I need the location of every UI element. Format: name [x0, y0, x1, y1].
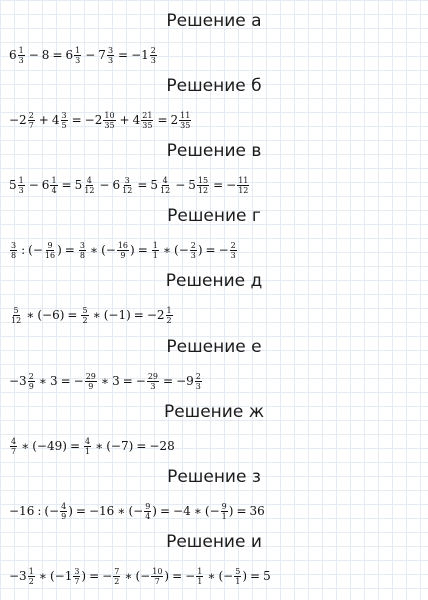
fraction-denominator: 2 — [166, 315, 172, 325]
fraction — [81, 306, 88, 325]
solution-section — [0, 466, 428, 532]
math-term: 5 — [150, 178, 159, 192]
fraction-denominator: 12 — [122, 185, 133, 195]
fraction-numerator: 4 — [85, 436, 91, 446]
math-operator: = — [236, 504, 247, 518]
fraction-denominator: 9 — [88, 381, 94, 391]
math-operator: − — [85, 48, 96, 62]
solution-equation — [9, 237, 238, 263]
fraction — [159, 176, 171, 195]
math-operator: − — [99, 178, 110, 192]
fraction-numerator: 9 — [221, 501, 227, 511]
fraction-denominator: 35 — [104, 120, 115, 130]
fraction-numerator: 9 — [47, 240, 53, 250]
solution-heading: Решение ж — [163, 402, 265, 422]
fraction-numerator: 2 — [230, 240, 236, 250]
math-operator: ∗ — [124, 569, 133, 583]
solution-section — [0, 401, 428, 467]
math-operator: + — [119, 113, 130, 127]
math-term: 3 — [112, 374, 120, 388]
math-term: −2 — [9, 113, 27, 127]
solution-section — [0, 140, 428, 206]
math-term: ) — [164, 569, 170, 583]
solution-equation — [9, 302, 174, 328]
math-operator: ∗ — [21, 439, 30, 453]
fraction — [121, 176, 133, 195]
math-operator: = — [213, 178, 224, 192]
fraction — [18, 176, 25, 195]
fraction-denominator: 12 — [197, 185, 209, 195]
math-operator: = — [60, 374, 71, 388]
fraction — [190, 241, 197, 260]
math-operator: = — [159, 504, 171, 518]
math-operator: ∗ — [193, 504, 202, 518]
solution-equation — [9, 563, 271, 589]
math-term: (− — [204, 504, 220, 518]
math-operator: = — [163, 374, 174, 388]
fraction — [10, 241, 17, 260]
fraction-numerator: 5 — [235, 566, 241, 576]
fraction-denominator: 3 — [150, 55, 156, 65]
fraction-numerator: 4 — [162, 175, 168, 185]
fraction-denominator: 9 — [28, 381, 34, 391]
math-term: (− — [135, 569, 151, 583]
solution-section — [0, 270, 428, 336]
math-term: (− — [28, 243, 43, 257]
math-operator: = — [136, 439, 147, 453]
math-term: ) — [81, 569, 87, 583]
fraction — [107, 46, 114, 65]
solution-section — [0, 205, 428, 271]
fraction — [237, 176, 249, 195]
fraction-numerator: 11 — [180, 110, 191, 120]
math-operator: = — [205, 243, 216, 257]
math-operator: + — [38, 113, 49, 127]
math-operator: = — [122, 374, 133, 388]
math-operator: ∗ — [95, 439, 104, 453]
fraction-denominator: 5 — [61, 120, 67, 130]
math-term: (− — [218, 569, 234, 583]
fraction-denominator: 7 — [154, 576, 160, 586]
math-operator: = — [64, 243, 75, 257]
fraction-numerator: 1 — [51, 175, 57, 185]
math-term: 5 — [263, 569, 271, 583]
fraction — [150, 46, 157, 65]
math-operator: = — [69, 439, 80, 453]
math-operator: = — [250, 569, 261, 583]
fraction — [28, 111, 35, 130]
fraction-numerator: 29 — [147, 371, 159, 381]
fraction — [60, 502, 67, 521]
solution-heading: Решение б — [166, 76, 262, 96]
fraction-numerator: 3 — [124, 175, 130, 185]
math-term: 4 — [51, 113, 60, 127]
fraction-denominator: 3 — [190, 250, 196, 260]
fraction-denominator: 9 — [61, 511, 67, 521]
fraction-denominator: 7 — [28, 120, 34, 130]
fraction-numerator: 11 — [238, 175, 249, 185]
math-term: 8 — [41, 48, 50, 62]
fraction-denominator: 3 — [150, 381, 156, 391]
fraction-denominator: 4 — [51, 185, 57, 195]
math-operator: = — [172, 569, 183, 583]
fraction-numerator: 4 — [11, 436, 17, 446]
math-term: −4 — [173, 504, 191, 518]
fraction — [151, 567, 163, 586]
fraction-denominator: 1 — [197, 576, 203, 586]
math-term: 3 — [49, 374, 58, 388]
math-term: 4 — [132, 113, 141, 127]
solution-equation — [9, 368, 203, 394]
math-term: − — [226, 178, 237, 192]
fraction-numerator: 2 — [150, 45, 156, 55]
fraction — [73, 567, 80, 586]
math-operator: ∗ — [92, 308, 101, 322]
math-operator: = — [52, 48, 63, 62]
fraction-denominator: 4 — [145, 511, 151, 521]
fraction-denominator: 2 — [82, 315, 88, 325]
fraction — [234, 567, 241, 586]
math-term: 6 — [41, 178, 50, 192]
math-operator: ∗ — [207, 569, 216, 583]
math-term: (−1) — [103, 308, 131, 322]
fraction — [10, 306, 22, 325]
fraction — [179, 111, 191, 130]
fraction-denominator: 1 — [235, 576, 241, 586]
fraction-numerator: 4 — [61, 501, 67, 511]
math-term: −28 — [149, 439, 175, 453]
fraction-numerator: 1 — [18, 175, 24, 185]
math-operator: ∗ — [100, 374, 110, 388]
fraction — [221, 502, 228, 521]
fraction-denominator: 12 — [238, 185, 249, 195]
solution-equation — [9, 498, 265, 524]
fraction-numerator: 3 — [61, 110, 67, 120]
math-operator: = — [61, 178, 72, 192]
fraction — [152, 241, 159, 260]
math-operator: = — [71, 113, 82, 127]
fraction-numerator: 1 — [18, 45, 24, 55]
fraction-numerator: 15 — [197, 175, 209, 185]
math-term: ) — [197, 243, 203, 257]
math-term: ) — [130, 243, 135, 257]
math-term: ) — [68, 504, 73, 518]
math-term: ) — [152, 504, 157, 518]
solution-heading: Решение г — [167, 206, 261, 226]
fraction — [147, 372, 159, 391]
fraction — [79, 241, 86, 260]
math-term: 6 — [112, 178, 121, 192]
fraction-denominator: 9 — [120, 250, 126, 260]
fraction-numerator: 1 — [75, 45, 81, 55]
math-operator: : — [21, 243, 26, 257]
math-term: − — [73, 374, 84, 388]
math-term: − — [135, 374, 146, 388]
math-term: 7 — [98, 48, 106, 62]
fraction-numerator: 2 — [190, 240, 196, 250]
fraction-denominator: 12 — [84, 185, 95, 195]
fraction — [28, 372, 35, 391]
fraction-numerator: 3 — [74, 566, 80, 576]
math-term: −2 — [84, 113, 103, 127]
math-operator: = — [118, 48, 129, 62]
fraction-numerator: 16 — [117, 240, 129, 250]
fraction-numerator: 1 — [28, 566, 34, 576]
math-term: 6 — [9, 48, 17, 62]
fraction-numerator: 7 — [114, 566, 120, 576]
fraction-numerator: 4 — [86, 175, 92, 185]
fraction-numerator: 21 — [142, 110, 153, 120]
fraction — [144, 502, 151, 521]
fraction — [85, 372, 97, 391]
math-operator: ∗ — [162, 243, 172, 257]
math-term: (− — [44, 504, 60, 518]
fraction — [103, 111, 115, 130]
fraction-denominator: 3 — [75, 55, 81, 65]
solution-equation — [9, 433, 175, 459]
math-term: − — [102, 569, 113, 583]
fraction — [230, 241, 237, 260]
fraction-denominator: 12 — [11, 315, 22, 325]
math-term: (−49) — [32, 439, 67, 453]
math-term: ) — [57, 243, 62, 257]
solution-heading: Решение е — [166, 337, 262, 357]
fraction-denominator: 2 — [114, 576, 120, 586]
fraction-numerator: 1 — [166, 305, 172, 315]
fraction-denominator: 7 — [74, 576, 80, 586]
math-term: −3 — [9, 374, 27, 388]
math-term: −16 — [88, 504, 115, 518]
fraction-denominator: 16 — [44, 250, 56, 260]
math-operator: ∗ — [38, 374, 47, 388]
fraction — [117, 241, 129, 260]
fraction-denominator: 8 — [79, 250, 85, 260]
math-operator: = — [133, 308, 144, 322]
fraction-denominator: 2 — [28, 576, 34, 586]
math-operator: ∗ — [89, 243, 99, 257]
solution-section — [0, 10, 428, 76]
fraction-denominator: 3 — [18, 185, 24, 195]
fraction-numerator: 1 — [152, 240, 158, 250]
fraction-numerator: 10 — [152, 566, 163, 576]
math-term: −3 — [9, 569, 27, 583]
fraction-denominator: 7 — [11, 446, 17, 456]
math-term: ) — [242, 569, 248, 583]
fraction-denominator: 1 — [85, 446, 91, 456]
fraction-numerator: 1 — [197, 566, 203, 576]
fraction — [61, 111, 68, 130]
fraction-denominator: 3 — [107, 55, 114, 65]
fraction-denominator: 8 — [11, 250, 17, 260]
math-term: −1 — [131, 48, 149, 62]
solution-heading: Решение д — [165, 271, 263, 291]
math-operator: ∗ — [26, 308, 35, 322]
fraction — [44, 241, 56, 260]
math-term: 5 — [9, 178, 17, 192]
fraction — [83, 176, 95, 195]
fraction-denominator: 3 — [230, 250, 236, 260]
fraction — [166, 306, 173, 325]
solution-heading: Решение и — [166, 532, 262, 552]
fraction — [50, 176, 57, 195]
math-operator: − — [175, 178, 186, 192]
fraction — [196, 567, 203, 586]
math-operator: ∗ — [38, 569, 47, 583]
solution-heading: Решение а — [166, 11, 262, 31]
math-operator: : — [37, 504, 42, 518]
fraction-denominator: 12 — [160, 185, 171, 195]
fraction — [18, 46, 25, 65]
solution-heading: Решение з — [167, 467, 261, 487]
fraction-numerator: 5 — [82, 305, 88, 315]
math-term: − — [218, 243, 229, 257]
fraction-numerator: 9 — [145, 501, 151, 511]
fraction-numerator: 2 — [28, 110, 34, 120]
math-term: 5 — [74, 178, 83, 192]
math-operator: = — [67, 308, 78, 322]
math-term: ) — [228, 504, 234, 518]
solution-equation — [9, 172, 250, 198]
fraction — [84, 437, 91, 456]
fraction-denominator: 3 — [18, 55, 24, 65]
math-operator: = — [157, 113, 168, 127]
fraction-numerator: 2 — [195, 371, 201, 381]
math-term: (− — [174, 243, 189, 257]
math-term: −9 — [176, 374, 194, 388]
fraction — [195, 372, 202, 391]
fraction-denominator: 35 — [180, 120, 191, 130]
fraction-denominator: 1 — [152, 250, 158, 260]
fraction-numerator: 5 — [13, 305, 19, 315]
solution-section — [0, 75, 428, 141]
math-term: 6 — [65, 48, 74, 62]
solution-section — [0, 336, 428, 402]
fraction-numerator: 29 — [85, 371, 96, 381]
fraction-numerator: 2 — [28, 371, 34, 381]
fraction-denominator: 1 — [221, 511, 227, 521]
fraction — [28, 567, 35, 586]
fraction-denominator: 35 — [142, 120, 153, 130]
fraction — [141, 111, 153, 130]
fraction-numerator: 3 — [79, 240, 85, 250]
math-term: −2 — [146, 308, 165, 322]
solution-equation — [9, 42, 158, 68]
math-term: −16 — [9, 504, 35, 518]
math-term: (− — [128, 504, 144, 518]
fraction — [197, 176, 209, 195]
math-term: 5 — [188, 178, 196, 192]
fraction — [74, 46, 81, 65]
math-operator: − — [28, 178, 39, 192]
fraction — [10, 437, 17, 456]
math-operator: = — [137, 243, 148, 257]
math-operator: = — [137, 178, 148, 192]
math-operator: = — [75, 504, 86, 518]
fraction-numerator: 3 — [11, 240, 17, 250]
solution-heading: Решение в — [166, 141, 262, 161]
fraction-numerator: 3 — [107, 45, 114, 55]
fraction-numerator: 10 — [104, 110, 115, 120]
fraction-denominator: 3 — [195, 381, 201, 391]
math-term: − — [185, 569, 196, 583]
math-term: 36 — [249, 504, 265, 518]
math-operator: − — [28, 48, 39, 62]
math-term: (−7) — [106, 439, 134, 453]
math-term: (−6) — [37, 308, 65, 322]
solution-section — [0, 531, 428, 597]
math-term: (− — [101, 243, 116, 257]
math-term: 2 — [170, 113, 179, 127]
math-operator: ∗ — [117, 504, 126, 518]
fraction — [113, 567, 120, 586]
math-operator: = — [89, 569, 100, 583]
math-term: (−1 — [49, 569, 73, 583]
solution-equation — [9, 107, 192, 133]
